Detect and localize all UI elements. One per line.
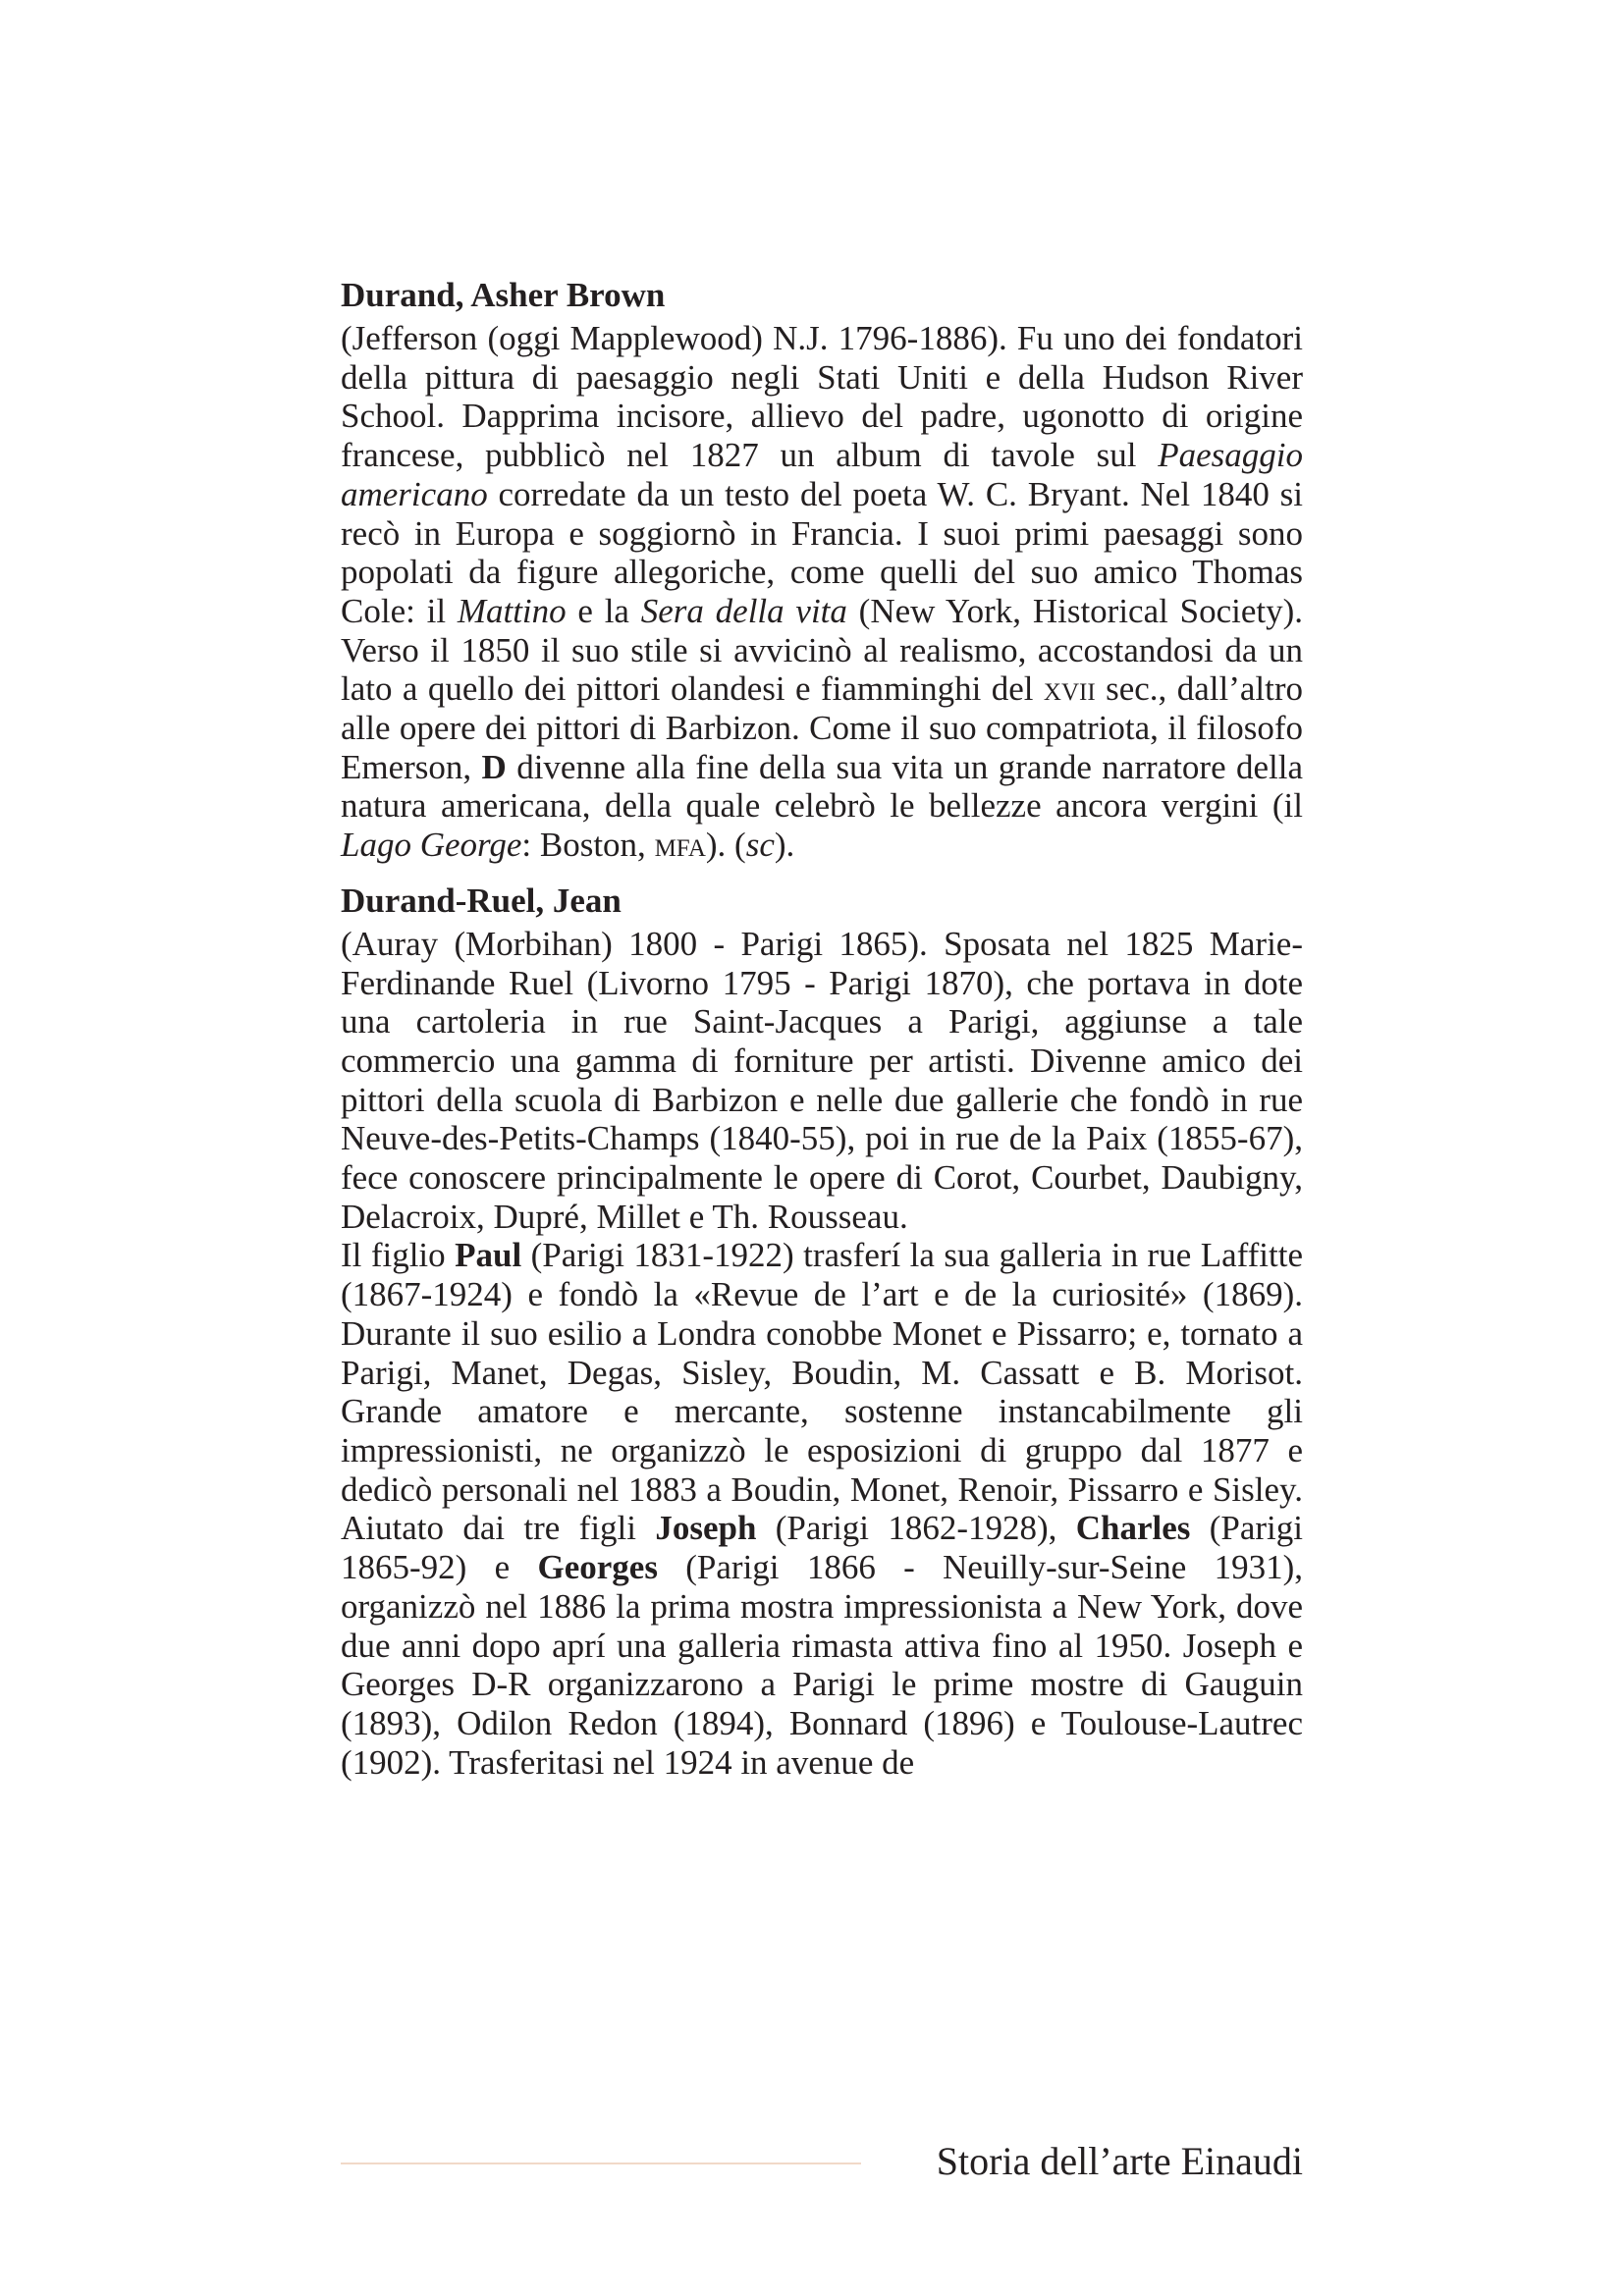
entry-title: Durand, Asher Brown [341,276,666,314]
bold-run: D [481,747,507,786]
page-footer [341,2137,1303,2186]
text-run: ). [774,826,795,865]
italic-run: sc [745,826,775,865]
text-run: (Parigi 1866 - Neuilly-sur-Seine 1931), organizzò nel 1886 la prima mostra impressionista a New York, dove due anni dopo aprí una galleria rimasta attiva fino al 1950. Joseph e Georges D-R organizzarono a Parigi le prime mostre di Gauguin (1893), Odilon Redon (1894), Bonnard (1896) e Toulouse-Lautrec (1902). Trasferitasi nel 1924 in avenue de [341,1548,1303,1782]
italic-run: Mattino [457,591,567,630]
text-run: Il figlio [341,1236,456,1275]
bold-run: Charles [1075,1509,1191,1548]
text-run: (Parigi 1865-92) e [341,1509,1303,1587]
text-run: (New York, Historical Society). Verso il 1850 il suo stile si avvicinò al realismo, accostandosi da un lato a quello dei pittori olandesi e fiamminghi del [341,591,1304,709]
text-run: (Parigi 1862-1928), [756,1509,1076,1548]
italic-run: Paesaggio americano [341,436,1303,513]
entry-paragraph [341,925,1303,1237]
text-run: (Auray (Morbihan) 1800 - Parigi 1865). Sposata nel 1825 Marie-Ferdinande Ruel (Livorno 1795 - Parigi 1870), che portava in dote una cartoleria in rue Saint-Jacques a Parigi, aggiunse a tale commercio una gamma di forniture per artisti. Divenne amico dei pittori della scuola di Barbizon e nelle due gallerie che fondò in rue Neuve-des-Petits-Champs (1840-55), poi in rue de la Paix (1855-67), fece conoscere principalmente le opere di Corot, Courbet, Daubigny, Delacroix, Dupré, Millet e Th. Rousseau. [341,924,1303,1236]
smallcaps-run: xvii [1043,669,1096,709]
text-run: ). ( [705,826,746,865]
bold-run: Georges [537,1548,658,1587]
footer-divider [341,2163,861,2164]
smallcaps-run: mfa [654,826,706,865]
text-run: e la [566,591,641,630]
page-content [341,273,1303,1795]
italic-run: Lago George [341,826,522,865]
entry-body [341,319,1303,865]
text-run: sec., dall’altro alle opere dei pittori di Barbizon. Come il suo compatriota, il filosofo Emerson, [341,669,1303,786]
entry-durand-ruel-jean [341,879,1303,1782]
footer-publication-title: Storia dell’arte Einaudi [936,2139,1303,2183]
text-run: : Boston, [521,826,655,865]
entry-durand-asher-brown [341,273,1303,865]
italic-run: Sera della vita [640,591,847,630]
entry-paragraph [341,319,1303,865]
entry-paragraph [341,1236,1303,1782]
text-run: (Parigi 1831-1922) trasferí la sua galleria in rue Laffitte (1867-1924) e fondò la «Revue de l’art e de la curiosité» (1869). Durante il suo esilio a Londra conobbe Monet e Pissarro; e, tornato a Parigi, Manet, Degas, Sisley, Boudin, M. Cassatt e B. Morisot. Grande amatore e mercante, sostenne instancabilmente gli impressionisti, ne organizzò le esposizioni di gruppo dal 1877 e dedicò personali nel 1883 a Boudin, Monet, Renoir, Pissarro e Sisley. Aiutato dai tre figli [341,1236,1304,1548]
bold-run: Paul [455,1236,522,1275]
text-run: corredate da un testo del poeta W. C. Bryant. Nel 1840 si recò in Europa e soggiornò in Francia. I suoi primi paesaggi sono popolati da figure allegoriche, come quelli del suo amico Thomas Cole: il [341,474,1303,630]
bold-run: Joseph [655,1509,757,1548]
entry-body [341,925,1303,1782]
text-run: divenne alla fine della sua vita un grande narratore della natura americana, della quale celebrò le bellezze ancora vergini (il [341,747,1303,826]
text-run: (Jefferson (oggi Mapplewood) N.J. 1796-1886). Fu uno dei fondatori della pittura di paesaggio negli Stati Uniti e della Hudson River School. Dapprima incisore, allievo del padre, ugonotto di origine francese, pubblicò nel 1827 un album di tavole sul [341,319,1303,475]
entry-title: Durand-Ruel, Jean [341,881,622,920]
